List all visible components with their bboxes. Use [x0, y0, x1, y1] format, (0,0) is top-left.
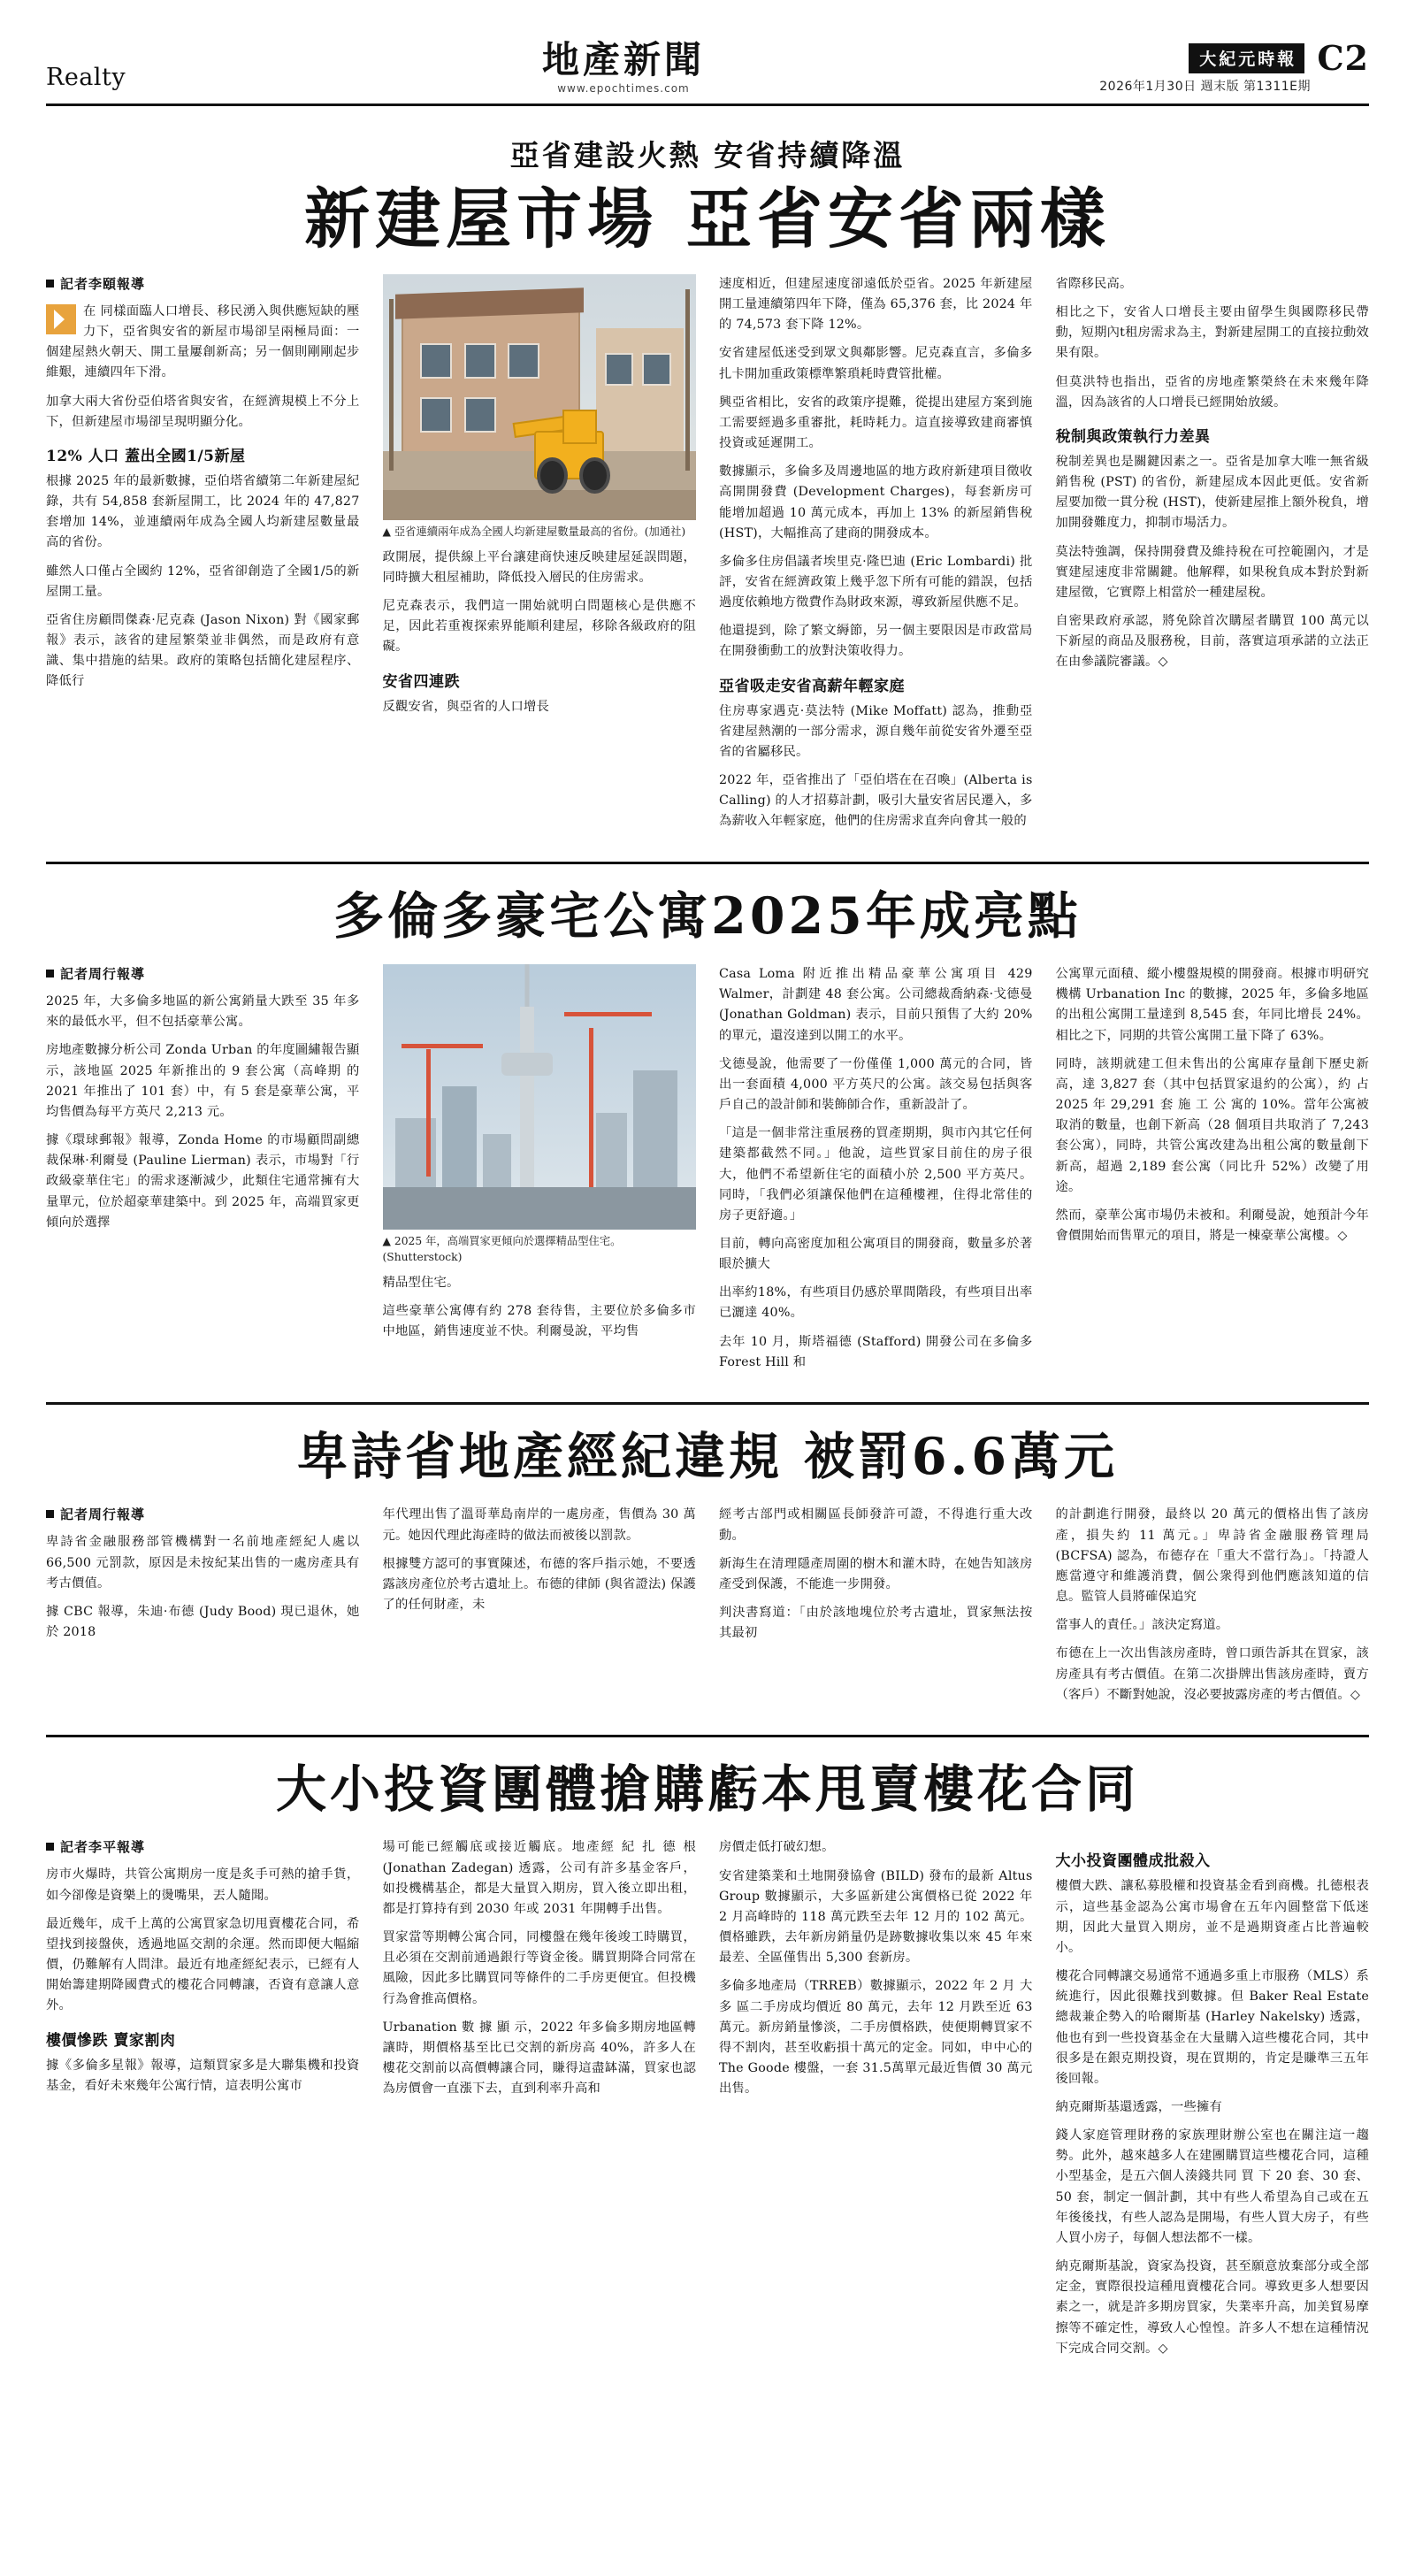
paragraph: 錢人家庭管理財務的家族理財辦公室也在關注這一趨勢。此外，越來越多人在建團購買這些樓花合同，這種小型基金，是五六個人湊錢共同 買 下 20 套、30 套、50 套，制定一個計劃，其中有些人希望為自己或在五年後後找，有些人認為是開場，有些人買大房子，有些人買小房子，每個人想法都不一樣。 — [1055, 2128, 1369, 2245]
paragraph: 「這是一個非常注重展務的買產期期，與市內其它任何建築都截然不同。」他說，這些買家目前住的房子很大，他們不希望新住宅的面積小於 2,500 平方英尺。同時，「我們必須讓保他們在這種樓裡，住得北常佳的房子更舒適。」 — [719, 1126, 1033, 1223]
story4-col-3 — [719, 1837, 1033, 2366]
paragraph: 他還提到，除了繁文縟節，另一個主要限因是市政當局在開發衝動工的放對決策收得力。 — [719, 624, 1033, 659]
section-divider — [46, 862, 1369, 864]
section-label: Realty — [46, 64, 126, 92]
paragraph: 省際移民高。 — [1055, 276, 1133, 291]
story1-kicker: 亞省建設火熱 安省持續降溫 — [509, 138, 906, 173]
construction-photo — [383, 274, 697, 520]
story2-photo-caption: ▲ 2025 年，高端買家更傾向於選擇精品型住宅。(Shutterstock) — [382, 1235, 622, 1263]
paragraph: 住房專家遇克·莫法特 (Mike Moffatt) 認為，推動亞省建屋熱潮的一部分需求，源自幾年前從安省外遷至亞省的省屬移民。 — [719, 703, 1033, 759]
paragraph: 經考古部門或相關區長師發許可證，不得進行重大改動。 — [719, 1507, 1033, 1543]
paragraph: 速度相近，但建屋速度卻遠低於亞省。2025 年新建屋開工量連續第四年下降，僅為 65,376 套，比 2024 年的 74,573 套下降 12%。 — [719, 276, 1033, 333]
paragraph: 納克爾斯基還透露，一些擁有 — [1055, 2099, 1222, 2114]
story2-col-3 — [719, 964, 1033, 1381]
bullet-square-icon — [46, 280, 54, 288]
paragraph: 多倫多住房倡議者埃里克·隆巴迪 (Eric Lombardi) 批評，安省在經濟政策上幾乎忽下所有可能的錯誤，包括過度依賴地方徵費作為財政來源，導致新屋供應不足。 — [719, 554, 1033, 610]
section-divider — [46, 1402, 1369, 1405]
paragraph: 目前，轉向高密度加租公寓項目的開發商，數量多於著眼於擴大 — [719, 1236, 1033, 1272]
paragraph: 最近幾年，成千上萬的公寓買家急切甩賣樓花合同，希望找到接盤俠，透過地區交割的余運。然而即便大幅縮價，仍難解有人問津。最近有地產經紀表示，已經有人開始籌建期降國費式的樓花合同轉讓，否資有意讓人意外。 — [46, 1916, 360, 2013]
story2-col-1 — [46, 964, 360, 1381]
story4-col-1 — [46, 1837, 360, 2366]
story1-photo-caption: ▲ 亞省連續兩年成為全國人均新建屋數量最高的省份。(加通社) — [382, 525, 686, 538]
paragraph: Urbanation 數 據 顯 示，2022 年多倫多期房地區轉讓時，期價格基至比已交割的新房高 40%，許多人在樓花交割前以高價轉讓合同，賺得這盡缽滿，買家也認為房價會一直漲下去，直到利率升高和 — [382, 2020, 696, 2097]
paragraph: 反觀安省，與亞省的人口增長 — [382, 699, 549, 714]
story4-subhead-1: 樓價慘跌 賣家割肉 — [46, 2031, 176, 2050]
paragraph: 根據雙方認可的事實陳述，布德的客戶指示她，不要透露該房產位於考古遺址上。布德的律師 (與省證法) 保護了的任何財產，未 — [382, 1556, 696, 1613]
masthead-meta — [989, 37, 1369, 95]
story1-headline: 新建屋市場 亞省安省兩樣 — [304, 181, 1111, 258]
story1-subhead-4: 稅制與政策執行力差異 — [1055, 427, 1211, 446]
paragraph: 樓價大跌、讓私募股權和投資基金看到商機。扎德根表示，這些基金認為公寓市場會在五年內圓整當下低迷期，因此大量買入期房，並不是過期資產占比普遍較小。 — [1055, 1879, 1369, 1955]
paragraph: 卑詩省金融服務部管機構對一名前地產經紀人處以 66,500 元罰款，原因是未按紀某出售的一處房產具有考古價值。 — [46, 1535, 360, 1591]
paragraph: 去年 10 月，斯塔福德 (Stafford) 開發公司在多倫多 Forest Hill 和 — [719, 1334, 1033, 1369]
paragraph: 政開展，提供線上平台讓建商快速反映建屋延誤問題，同時擴大租屋補助，降低投入層民的住房需求。 — [382, 549, 696, 585]
paragraph: 的計劃進行開發，最終以 20 萬元的價格出售了該房產，損失約 11 萬元。」卑詩省金融服務管理局 (BCFSA) 認為，布德存在「重大不當行為」。「持證人應當遵守和維護消費，個公衆得到他們應該知道的信息。監管人員將確保追究 — [1055, 1507, 1369, 1605]
story1-subhead-3: 亞省吸走安省高薪年輕家庭 — [719, 677, 905, 695]
story3-col-4 — [1056, 1505, 1370, 1713]
paragraph: 莫法特強調，保持開發費及維持稅在可控範圍內，才是實建屋速度非常關鍵。他解釋，如果稅負成本對於對新建屋徵，它實際上相當於一種建屋稅。 — [1055, 544, 1369, 600]
story3-col-2 — [383, 1505, 697, 1713]
masthead-title: 地產新聞 — [541, 38, 705, 81]
paragraph: 新海生在清理隱產周圍的樹木和灌木時，在她告知該房產受到保護，不能進一步開發。 — [719, 1556, 1033, 1591]
masthead-title-block — [258, 38, 989, 96]
story1-col-3 — [719, 274, 1033, 840]
story4-col-4 — [1056, 1837, 1370, 2366]
paragraph: 買家當等期轉公寓合同，同樓盤在幾年後竣工時購買，且必須在交割前通過銀行等資金後。購買期降合同常在風險，因此多比購買同等條件的二手房更便宜。但投機行為會推高價格。 — [382, 1930, 696, 2006]
paragraph: 2022 年，亞省推出了「亞伯塔在在召喚」(Alberta is Calling) 的人才招募計劃，吸引大量安省居民遷入，多為薪收入年輕家庭，他們的住房需求直奔向會其一般的 — [719, 773, 1033, 829]
paragraph: 同時，該期就建工但未售出的公寓庫存量創下歷史新高，達 3,827 套（其中包括買家退約的公寓），約 占 2025 年 29,291 套 施 工 公 寓的 10%。當年公寓被取消的數量，也創下新高（28 個項目共取消了 7,243 套公寓），同時，共管公寓改建為出租公寓的數量創下新高，超過 2,189 套公寓（同比升 52%）改變了用途。 — [1055, 1056, 1369, 1194]
story4-byline — [46, 1837, 360, 1856]
paragraph: 戈德曼說，他需要了一份僅僅 1,000 萬元的合同，皆出一套面積 4,000 平方英尺的公寓。該交易包括與客戶自己的設計師和裝飾師合作，重新設計了。 — [719, 1056, 1033, 1113]
story3-byline — [46, 1505, 360, 1523]
masthead — [46, 37, 1369, 106]
paragraph: 房地產數據分析公司 Zonda Urban 的年度圖繡報告顯示，該地區 2025 年新推出的 9 套公寓（高峰期 的 2021 年推出了 101 套）中，有 5 套是豪華公寓，平均售價為每平方英尺 2,213 元。 — [46, 1043, 360, 1119]
paragraph: 公寓單元面積、縱小樓盤規模的開發商。根據市明研究機構 Urbanation Inc 的數據，2025 年，多倫多地區的出租公寓開工量達到 8,545 套，年同比增長 24%。相比之下，同期的共管公寓開工量下降了 63%。 — [1055, 967, 1369, 1043]
dropcap-arrow-icon — [46, 304, 76, 334]
paragraph: 2025 年，大多倫多地區的新公寓銷量大跌至 35 年多來的最低水平，但不包括豪華公寓。 — [46, 994, 360, 1030]
story1-byline — [46, 274, 360, 293]
story2-columns — [46, 964, 1369, 1381]
byline-text: 記者李頤報導 — [60, 275, 146, 292]
paragraph: 這些豪華公寓傳有約 278 套待售，主要位於多倫多市中地區，銷售速度並不快。利爾曼說，平均售 — [382, 1303, 696, 1339]
paragraph: 尼克森表示，我們這一開始就明白問題核心是供應不足，因此若重複探索界能順利建屋，移除各級政府的阻礙。 — [382, 599, 696, 655]
paragraph: 然而，豪華公寓市場仍未被和。利爾曼說，她預計今年會價開始而售單元的項目，將是一棟豪華公寓樓。◇ — [1055, 1208, 1369, 1243]
story2-headline: 多倫多豪宅公寓2025年成亮點 — [333, 886, 1082, 946]
paragraph: 據《多倫多星報》報導，這類買家多是大聯集機和投資基金，看好未來幾年公寓行情，這表明公寓市 — [46, 2058, 360, 2093]
paragraph: 布德在上一次出售該房產時，曾口頭告訴其在買家，該房產具有考古價值。在第二次掛牌出售該房產時，賣方（客戶）不斷對她說，沒必要披露房產的考古價值。◇ — [1055, 1646, 1369, 1702]
paragraph: 亞省住房顧問傑森·尼克森 (Jason Nixon) 對《國家郵報》表示，該省的建屋繁榮並非偶然，而是政府有意識、集中措施的結果。政府的策略包括簡化建屋程序、降低行 — [46, 612, 360, 689]
dateline: 2026年1月30日 週末版 第1311E期 — [1099, 80, 1311, 95]
paragraph: 安省建築業和土地開發協會 (BILD) 發布的最新 Altus Group 數據顯示，大多區新建公寓價格已從 2022 年 2 月高峰時的 118 萬元跌至去年 12 月的 102 萬元。價格雖跌，去年新房銷量仍是跡數據收集以來 45 年來最差、全區僅售出 5,300 套新房。 — [719, 1868, 1033, 1966]
paragraph: 加拿大兩大省份亞伯塔省與安省，在經濟規模上不分上下，但新建屋市場卻呈現明顯分化。 — [46, 394, 360, 429]
story3-col-3 — [719, 1505, 1033, 1713]
paragraph: Casa Loma 附近推出精品豪華公寓項目 429 Walmer，計劃建 48 套公寓。公司總裁喬納森·戈德曼 (Jonathan Goldman) 表示，目前只預售了大約 20% 的單元，還沒達到以開工的水平。 — [719, 967, 1033, 1043]
story2-figure — [383, 964, 697, 1266]
story1-subhead-1: 12% 人口 蓋出全國1/5新屋 — [46, 447, 246, 465]
paragraph: 納克爾斯基說，資家為投資，甚至願意放棄部分或全部定金，實際很投這種甩賣樓花合同。導致更多人想要因素之一，就是許多期房買家，失業率升高，加美貿易摩擦等不確定性，導致人心惶惶。許多人不想在這種情況下完成合同交割。◇ — [1055, 2259, 1369, 2356]
byline-text: 記者周行報導 — [60, 966, 146, 983]
story4-headline: 大小投資團體搶購虧本甩賣樓花合同 — [276, 1759, 1139, 1819]
paragraph: 房價走低打破幻想。 — [719, 1840, 835, 1855]
paragraph: 判決書寫道：「由於該地塊位於考古遺址，買家無法按其最初 — [719, 1606, 1033, 1641]
masthead-url: www.epochtimes.com — [557, 82, 690, 96]
paragraph: 根據 2025 年的最新數據，亞伯塔省續第二年新建屋紀錄，共有 54,858 套新屋開工，比 2024 年的 47,827 套增加 14%，並連續兩年成為全國人均新建屋數量最高的省份。 — [46, 473, 360, 550]
paragraph: 自密果政府承認，將免除首次購屋者購買 100 萬元以下新屋的商品及服務稅，目前，落實這項承諾的立法正在由參議院審議。◇ — [1055, 614, 1369, 670]
paragraph: 在 同樣面臨人口增長、移民湧入與供應短缺的壓力下，亞省與安省的新屋市場卻呈兩極局面：一個建屋熱火朝天、開工量屢創新高；另一個則剛剛起步維艱，連續四年下滑。 — [46, 303, 360, 380]
paragraph: 安省建屋低迷受到眾文與鄰影響。尼克森直言，多倫多扎卡開加重政策標準繁瑣耗時費管批權。 — [719, 346, 1033, 381]
paragraph: 相比之下，安省人口增長主要由留學生與國際移民帶動，短期內t租房需求為主，對新建屋開工的直接拉動效果有限。 — [1055, 305, 1369, 361]
paragraph: 房市火爆時，共管公寓期房一度是炙手可熱的搶手貨，如今卻像是資樂上的燙嘴果，丟人隨聞。 — [46, 1867, 360, 1903]
story1-columns — [46, 274, 1369, 840]
story1-col-2 — [383, 274, 697, 840]
story4-col-2 — [383, 1837, 697, 2366]
story2-byline — [46, 964, 360, 983]
bullet-square-icon — [46, 1843, 54, 1851]
paragraph: 但莫洪特也指出，亞省的房地產繁榮終在未來幾年降溫，因為該省的人口增長已經開始放緩。 — [1055, 374, 1369, 410]
paragraph: 稅制差異也是關鍵因素之一。亞省是加拿大唯一無省級銷售稅 (PST) 的省份，新建屋成本因此更低。安省新屋要加徵一貫分稅 (HST)，使新建屋推上額外稅負，增加開發難度力，抑制市場活力。 — [1055, 454, 1369, 531]
paragraph: 出率約18%，有些項目仍感於單間階段，有些項目出率已灑達 40%。 — [719, 1285, 1033, 1321]
paragraph: 據《環球郵報》報導，Zonda Home 的市場顧問副總裁保琳·利爾曼 (Pauline Lierman) 表示，市場對「行政級豪華住宅」的需求逐漸減少，此類住宅通常擁有大量單元，位於超豪華建築中。到 2025 年，高端買家更傾向於選擇 — [46, 1133, 360, 1230]
paragraph: 當事人的責任。」該決定寫道。 — [1055, 1618, 1229, 1633]
paragraph: 場可能已經觸底或接近觸底。地產經 紀 扎 德 根 (Jonathan Zadegan) 透露，公司有許多基金客戶，如投機構基企，都是大量買入期房，買入後立即出租，都是打算持有到 2030 年或 2031 年開轉手出售。 — [382, 1840, 696, 1916]
story2-col-4 — [1056, 964, 1370, 1381]
story1-figure — [383, 274, 697, 540]
story1-col-4 — [1056, 274, 1370, 840]
paragraph: 年代理出售了溫哥華島南岸的一處房產，售價為 30 萬元。她因代理此海產時的做法而被後以罰款。 — [382, 1507, 696, 1543]
paragraph: 多倫多地產局（TRREB）數據顯示，2022 年 2 月 大 多 區二手房成均價近 80 萬元，去年 12 月跌至近 63 萬元。新房銷量慘淡，二手房價格跌，使便期轉買家不得不割肉，甚至收虧損十萬元的定金。同如，申中心的 The Goode 樓盤，一套 31.5萬單元最近售價 30 萬元出售。 — [719, 1979, 1033, 2097]
bullet-square-icon — [46, 1510, 54, 1518]
section-divider — [46, 1735, 1369, 1737]
paragraph: 興亞省相比，安省的政策序提難，從提出建屋方案到施工需要經過多重審批，耗時耗力。這直接導致建商審慎投資或延遲開工。 — [719, 395, 1033, 451]
byline-text: 記者李平報導 — [60, 1839, 146, 1856]
paragraph: 雖然人口僅占全國約 12%，亞省卻創造了全國1/5的新屋開工量。 — [46, 564, 360, 599]
story3-columns — [46, 1505, 1369, 1713]
story4-subhead-2: 大小投資團體成批殺入 — [1055, 1852, 1211, 1871]
bullet-square-icon — [46, 970, 54, 978]
paragraph: 據 CBC 報導，朱迪·布德 (Judy Bood) 現已退休，她於 2018 — [46, 1604, 360, 1640]
story1-subhead-2: 安省四連跌 — [382, 672, 460, 691]
story4-columns — [46, 1837, 1369, 2366]
story2-col-2 — [383, 964, 697, 1381]
brand-logo: 大紀元時報 — [1189, 43, 1304, 73]
toronto-skyline-photo — [383, 964, 697, 1230]
story3-headline: 卑詩省地產經紀違規 被罰6.6萬元 — [296, 1426, 1118, 1486]
paragraph: 精品型住宅。 — [382, 1275, 460, 1290]
paragraph: 數據顯示，多倫多及周邊地區的地方政府新建項目徵收高開開發費 (Development Charges)，每套新房可能增加超過 10 萬元成本，再加上 13% 的新屋銷售稅 (HST)，大幅推高了建商的開發成本。 — [719, 464, 1033, 540]
story3-col-1 — [46, 1505, 360, 1713]
byline-text: 記者周行報導 — [60, 1506, 146, 1523]
page-number: C2 — [1317, 37, 1369, 78]
paragraph: 樓花合同轉讓交易通常不通過多重上市服務（MLS）系統進行，因此很難找到數據。但 Baker Real Estate 總裁兼企勢入的哈爾斯基 (Harley Nakelsky) 透露，他也有到一些投資基金在大量購入這些樓花合同，其中很多是在銀克期投資，現在買期的，肯定是賺準三五年後回報。 — [1055, 1969, 1369, 2086]
story1-col-1 — [46, 274, 360, 840]
